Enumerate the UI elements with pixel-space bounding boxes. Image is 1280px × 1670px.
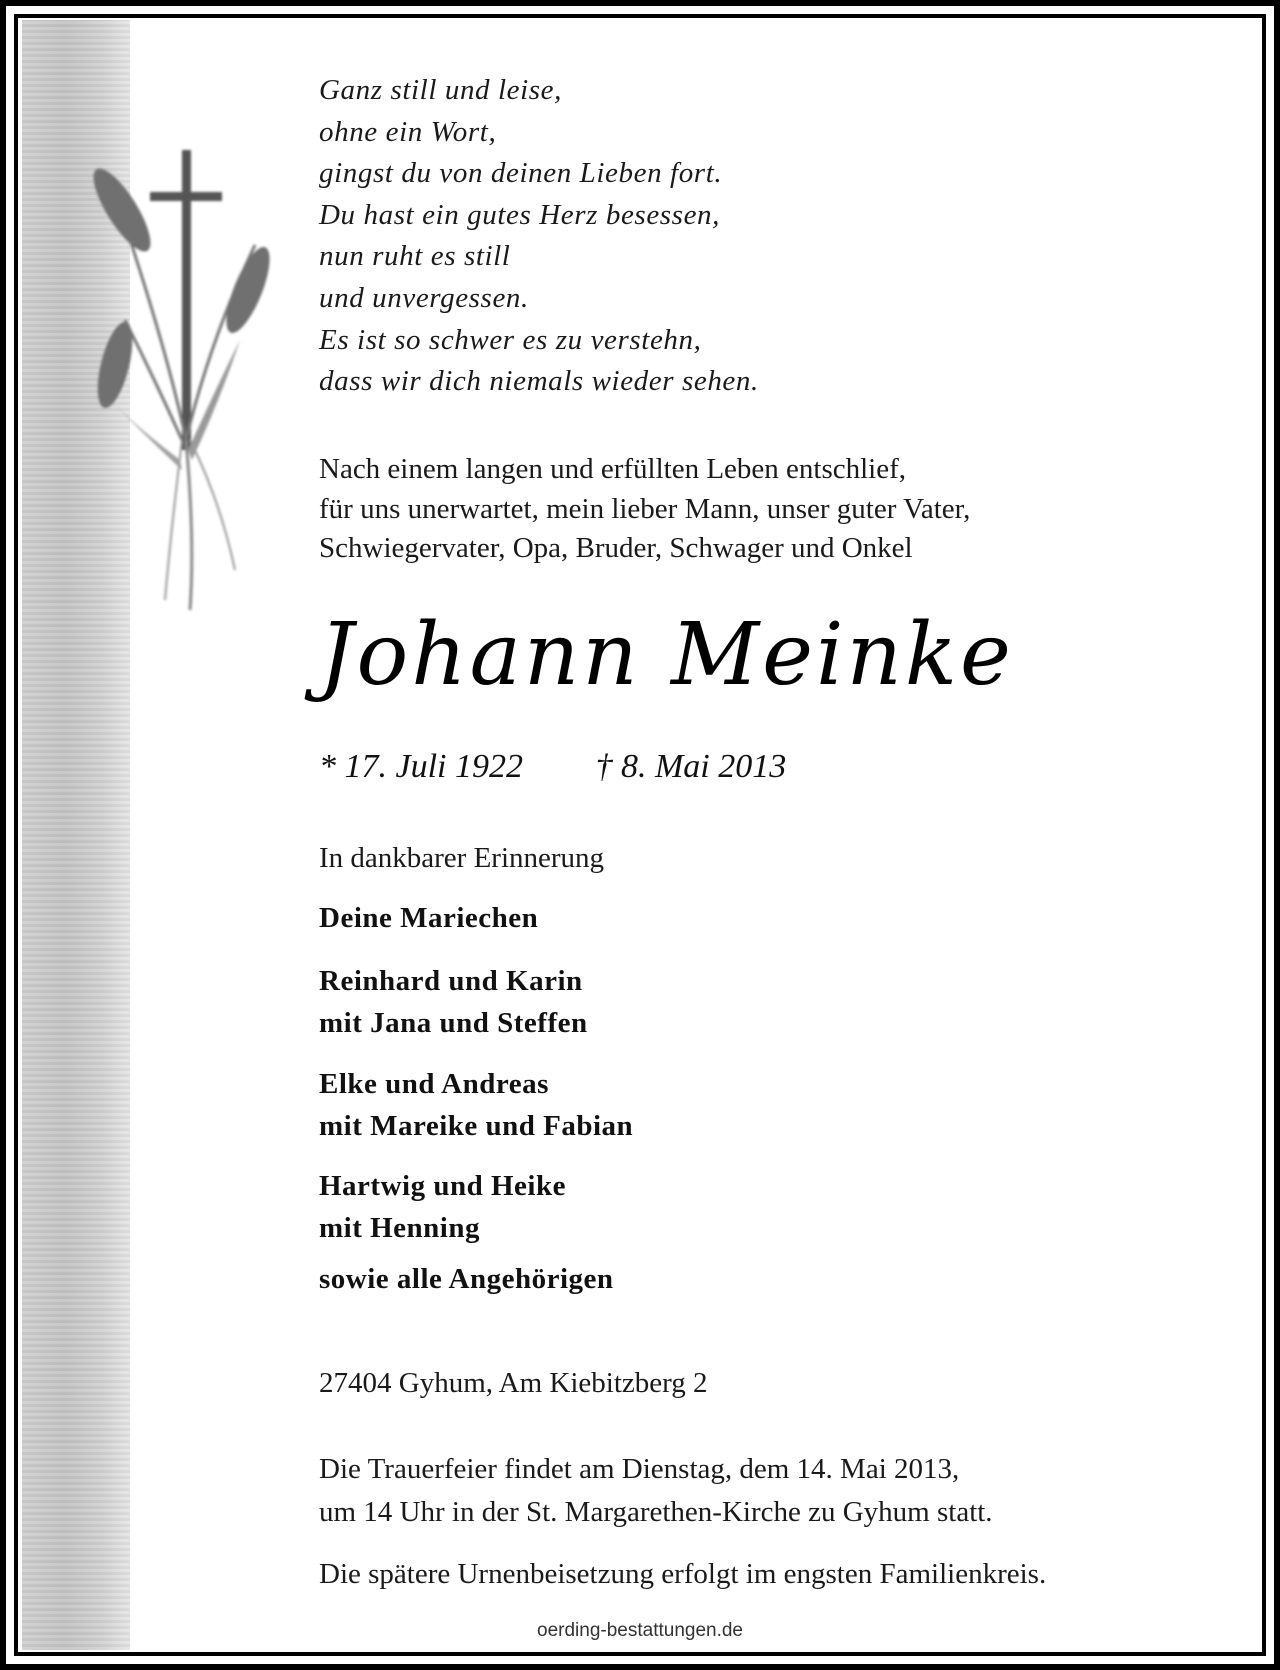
service-info bbox=[319, 1448, 993, 1534]
family-group bbox=[319, 960, 588, 1044]
poem-line: Es ist so schwer es zu verstehn, bbox=[319, 323, 702, 356]
intro-line: Schwiegervater, Opa, Bruder, Schwager und Onkel bbox=[319, 532, 913, 564]
family-line: Hartwig und Heike bbox=[319, 1170, 566, 1202]
family-line: Reinhard und Karin bbox=[319, 965, 583, 997]
poem-line: Ganz still und leise, bbox=[319, 74, 562, 106]
poem-line: Du hast ein gutes Herz besessen, bbox=[319, 198, 720, 231]
family-line: Deine Mariechen bbox=[319, 902, 539, 934]
intro-line: Nach einem langen und erfüllten Leben entschlief, bbox=[319, 453, 907, 485]
service-line: Die Trauerfeier findet am Dienstag, dem 14. Mai 2013, bbox=[319, 1453, 960, 1485]
family-group bbox=[319, 902, 538, 935]
service-line: um 14 Uhr in der St. Margarethen-Kirche zu Gyhum statt. bbox=[319, 1496, 993, 1528]
poem-line: dass wir dich niemals wieder sehen. bbox=[319, 365, 759, 398]
family-line: mit Jana und Steffen bbox=[319, 1007, 588, 1039]
family-line: sowie alle Angehörigen bbox=[319, 1263, 614, 1295]
poem bbox=[319, 70, 759, 403]
family-line: Elke und Andreas bbox=[319, 1068, 549, 1100]
intro-line: für uns unerwartet, mein lieber Mann, unser guter Vater, bbox=[319, 492, 971, 525]
death-date: † 8. Mai 2013 bbox=[595, 748, 787, 785]
cross-with-wheat-icon bbox=[70, 140, 290, 670]
birth-date: * 17. Juli 1922 bbox=[319, 748, 523, 785]
footer-website: oerding-bestattungen.de bbox=[537, 1620, 743, 1641]
address: 27404 Gyhum, Am Kiebitzberg 2 bbox=[319, 1367, 708, 1399]
intro-text bbox=[319, 450, 970, 569]
burial-info: Die spätere Urnenbeisetzung erfolgt im engsten Familienkreis. bbox=[319, 1558, 1047, 1590]
family-group bbox=[319, 1263, 614, 1296]
family-group bbox=[319, 1165, 566, 1249]
family-line: mit Henning bbox=[319, 1212, 480, 1244]
thanks-line: In dankbarer Erinnerung bbox=[319, 842, 605, 874]
family-group bbox=[319, 1063, 633, 1147]
life-dates bbox=[319, 745, 786, 789]
poem-line: und unvergessen. bbox=[319, 281, 529, 314]
family-line: mit Mareike und Fabian bbox=[319, 1110, 634, 1142]
poem-line: ohne ein Wort, bbox=[319, 115, 497, 148]
poem-line: nun ruht es still bbox=[319, 240, 511, 273]
deceased-name: Johann Meinke bbox=[319, 605, 1014, 705]
poem-line: gingst du von deinen Lieben fort. bbox=[319, 157, 723, 190]
